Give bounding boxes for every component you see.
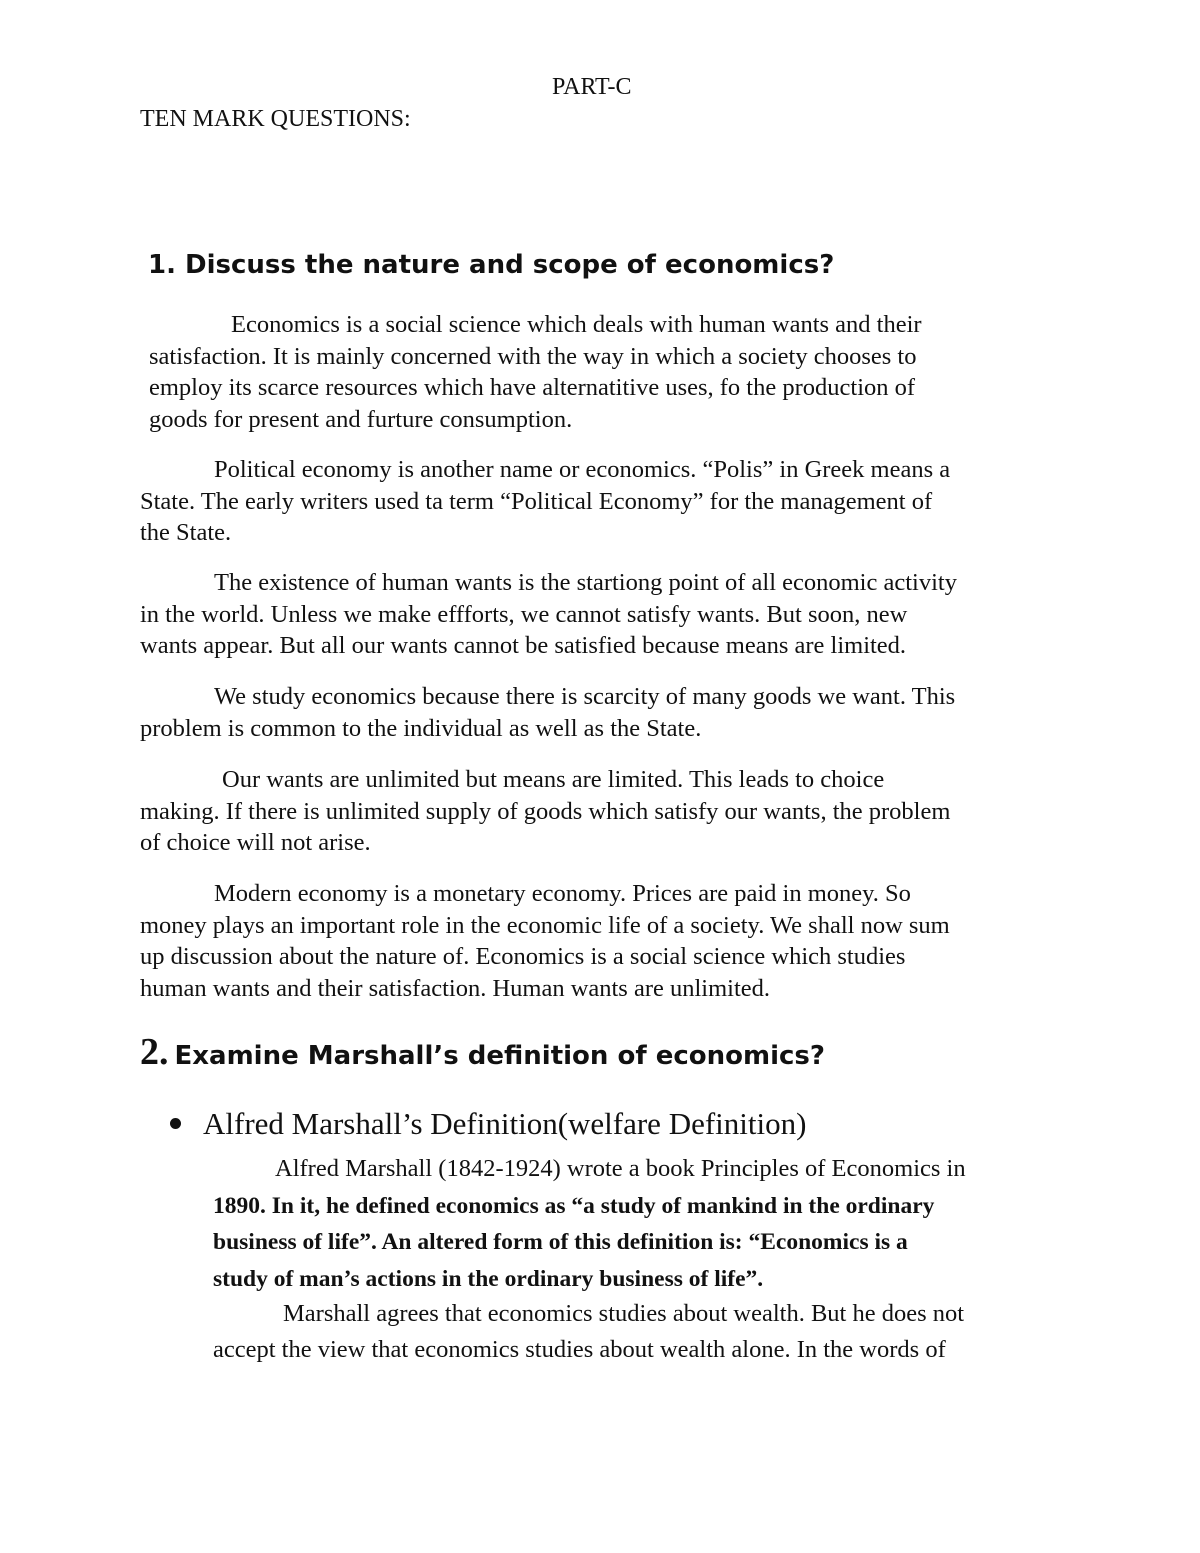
text-line: We study economics because there is scarcity of many goods we want. This: [214, 683, 956, 710]
bullet-label: Alfred Marshall’s Definition(welfare Definition): [203, 1106, 807, 1141]
text-line: Our wants are unlimited but means are limited. This leads to choice: [222, 766, 885, 793]
q2-paragraph-1: [213, 1151, 966, 1297]
text-line: Alfred Marshall (1842-1924) wrote a book Principles of Economics in: [275, 1155, 966, 1182]
text-line: accept the view that economics studies about wealth alone. In the words of: [213, 1336, 946, 1363]
section-label: TEN MARK QUESTIONS:: [140, 106, 411, 132]
q1-paragraph-1: [149, 309, 922, 435]
text-line: problem is common to the individual as well as the State.: [140, 714, 702, 742]
text-line: human wants and their satisfaction. Human wants are unlimited.: [140, 974, 771, 1002]
text-line: Economics is a social science which deals with human wants and their: [231, 311, 922, 338]
text-line: money plays an important role in the economic life of a society. We shall now sum: [140, 911, 950, 939]
bullet-icon: [170, 1118, 181, 1129]
text-line: Modern economy is a monetary economy. Prices are paid in money. So: [214, 880, 911, 907]
q1-paragraph-6: [140, 878, 950, 1004]
text-line: satisfaction. It is mainly concerned with the way in which a society chooses to: [149, 342, 917, 370]
text-line: The existence of human wants is the startiong point of all economic activity: [214, 569, 957, 596]
text-line: making. If there is unlimited supply of goods which satisfy our wants, the problem: [140, 797, 951, 825]
text-line: State. The early writers used ta term “Political Economy” for the management of: [140, 487, 933, 515]
text-line: of choice will not arise.: [140, 829, 371, 856]
part-title: PART-C: [552, 74, 632, 100]
text-line: employ its scarce resources which have alternatitive uses, fo the production of: [149, 374, 916, 401]
text-line: study of man’s actions in the ordinary business of life”.: [213, 1265, 764, 1292]
bullet-item: [170, 1106, 806, 1142]
text-line: up discussion about the nature of. Economics is a social science which studies: [140, 943, 906, 970]
text-line: goods for present and furture consumption.: [149, 405, 573, 433]
text-line: Political economy is another name or economics. “Polis” in Greek means a: [214, 456, 951, 483]
text-line: the State.: [140, 519, 232, 546]
text-line: 1890. In it, he defined economics as “a study of mankind in the ordinary: [213, 1192, 935, 1219]
text-line: business of life”. An altered form of this definition is: “Economics is a: [213, 1229, 908, 1255]
question-1-heading: 1. Discuss the nature and scope of economics?: [148, 250, 835, 280]
q1-paragraph-4: [140, 681, 955, 744]
text-line: Marshall agrees that economics studies about wealth. But he does not: [283, 1300, 965, 1327]
question-2-heading: [140, 1030, 825, 1074]
q1-paragraph-5: [140, 764, 950, 859]
question-2-title: Examine Marshall’s definition of economics?: [174, 1041, 825, 1071]
q1-paragraph-2: [140, 454, 950, 549]
text-line: in the world. Unless we make effforts, we cannot satisfy wants. But soon, new: [140, 600, 908, 628]
q1-paragraph-3: [140, 567, 957, 662]
q2-paragraph-2: [213, 1296, 964, 1368]
text-line: wants appear. But all our wants cannot be satisfied because means are limited.: [140, 632, 907, 659]
question-2-number: 2.: [140, 1031, 169, 1073]
